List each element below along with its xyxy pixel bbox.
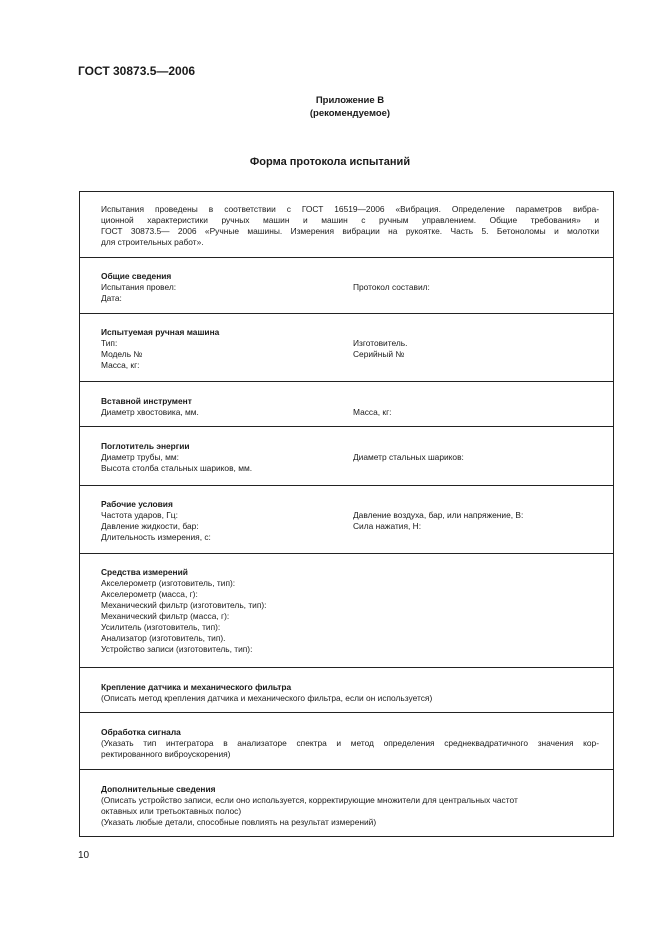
instrument-item: Механический фильтр (масса, г): [101,611,230,621]
section-additional [80,770,613,838]
instrument-item: Акселерометр (масса, г): [101,589,198,599]
intro-line: ционной характеристики ручных машин и машин с ручным управлением. Общие требования» и [101,215,599,225]
additional-text: (Описать устройство записи, если оно используется, корректирующие множители для центральных частот [101,795,518,805]
tested-by-field: Испытания провел: [101,282,177,292]
report-by-field: Протокол составил: [353,282,430,292]
page-number: 10 [78,850,90,861]
tool-mass-field: Масса, кг: [353,407,392,417]
serial-field: Серийный № [353,349,405,359]
fluid-pressure-field: Давление жидкости, бар: [101,521,199,531]
additional-text: (Указать любые детали, способные повлиять на результат измерений) [101,817,377,827]
appendix-subtitle: (рекомендуемое) [309,108,391,119]
section-general [80,258,613,314]
tube-diameter-field: Диаметр трубы, мм: [101,452,179,462]
processing-text: ректированного виброускорения) [101,749,231,759]
machine-title: Испытуемая ручная машина [101,327,220,337]
model-field: Модель № [101,349,143,359]
additional-title: Дополнительные сведения [101,784,216,794]
instruments-title: Средства измерений [101,567,188,577]
absorber-title: Поглотитель энергии [101,441,190,451]
standard-header: ГОСТ 30873.5—2006 [78,64,196,78]
duration-field: Длительность измерения, с: [101,532,211,542]
section-processing [80,713,613,770]
shank-diameter-field: Диаметр хвостовика, мм. [101,407,199,417]
intro-line: Испытания проведены в соответствии с ГОСТ 16519—2006 «Вибрация. Определение параметров вибра- [101,204,599,214]
instrument-item: Анализатор (изготовитель, тип). [101,633,226,643]
section-tool [80,382,613,427]
push-force-field: Сила нажатия, Н: [353,521,422,531]
column-height-field: Высота столба стальных шариков, мм. [101,463,253,473]
type-field: Тип: [101,338,118,348]
section-instruments [80,554,613,668]
processing-title: Обработка сигнала [101,727,181,737]
tool-title: Вставной инструмент [101,396,192,406]
mounting-title: Крепление датчика и механического фильтра [101,682,292,692]
additional-text: октавных или третьоктавных полос) [101,806,242,816]
protocol-form-table [79,191,614,837]
air-pressure-field: Давление воздуха, бар, или напряжение, В: [353,510,524,520]
processing-text: (Указать тип интегратора в анализаторе спектра и метод определения среднеквадратичного значения кор- [101,738,599,748]
date-field: Дата: [101,293,122,303]
mounting-text: (Описать метод крепления датчика и механического фильтра, если он используется) [101,693,433,703]
general-title: Общие сведения [101,271,172,281]
section-machine [80,314,613,382]
intro-line: ГОСТ 30873.5— 2006 «Ручные машины. Измерения вибрации на рукоятке. Часть 5. Бетоноломы и молотки [101,226,599,236]
section-absorber [80,427,613,486]
instrument-item: Устройство записи (изготовитель, тип): [101,644,253,654]
instrument-item: Усилитель (изготовитель, тип): [101,622,221,632]
form-title: Форма протокола испытаний [249,156,411,168]
conditions-title: Рабочие условия [101,499,173,509]
instrument-item: Механический фильтр (изготовитель, тип): [101,600,267,610]
manufacturer-field: Изготовитель. [353,338,408,348]
instrument-item: Акселерометр (изготовитель, тип): [101,578,236,588]
ball-diameter-field: Диаметр стальных шариков: [353,452,464,462]
section-intro [80,192,613,258]
section-conditions [80,486,613,554]
impact-frequency-field: Частота ударов, Гц: [101,510,178,520]
machine-mass-field: Масса, кг: [101,360,140,370]
appendix-heading [200,94,500,120]
section-mounting [80,668,613,713]
appendix-title: Приложение В [315,95,385,106]
intro-line: для строительных работ». [101,237,204,247]
